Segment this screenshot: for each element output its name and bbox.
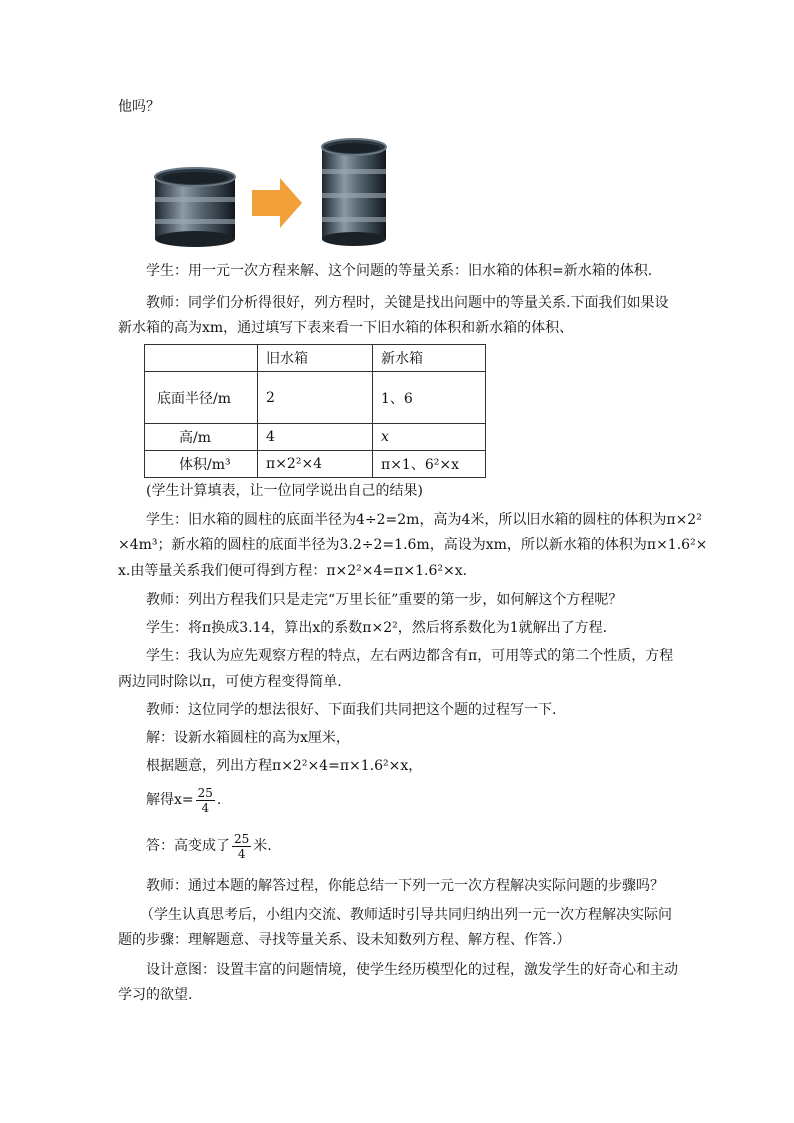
table-caption: (学生计算填表，让一位同学说出自己的结果): [146, 483, 423, 499]
paragraph-1: 学生：用一元一次方程来解、这个问题的等量关系：旧水箱的体积=新水箱的体积.: [146, 263, 653, 279]
table-row: [145, 372, 486, 424]
paragraph-13a: （学生认真思考后，小组内交流、教师适时引导共同归纳出列一元一次方程解决实际问: [140, 907, 672, 923]
paragraph-3a: 学生：旧水箱的圆柱的底面半径为4÷2=2m，高为4米，所以旧水箱的圆柱的体积为π×2²: [146, 512, 702, 528]
paragraph-8: 解：设新水箱圆柱的高为x厘米，: [146, 730, 350, 746]
table-header-cell: 旧水箱: [258, 345, 373, 372]
paragraph-3c: x.由等量关系我们便可得到方程：π×2²×4=π×1.6²×x.: [118, 563, 468, 579]
paragraph-4: 教师：列出方程我们只是走完“万里长征”重要的第一步，如何解这个方程呢？: [146, 592, 623, 608]
paragraph-14a: 设计意图：设置丰富的问题情境，使学生经历模型化的过程，激发学生的好奇心和主动: [146, 962, 678, 978]
solution-prefix: 解得x=: [146, 792, 194, 808]
paragraph-14b: 学习的欲望.: [118, 987, 193, 1003]
table-cell: 2: [258, 372, 373, 424]
table-header-cell: [145, 345, 258, 372]
table-cell: 底面半径/m: [145, 372, 258, 424]
answer-line: [146, 829, 272, 863]
table-cell: 1、6: [373, 372, 486, 424]
top-line: 他吗？: [118, 99, 160, 115]
paragraph-9: 根据题意，列出方程π×2²×4=π×1.6²×x，: [146, 758, 423, 774]
barrel-illustration: [150, 135, 390, 250]
fraction-25-4-answer: $\frac{25}{4}$: [234, 831, 250, 861]
table-cell: 高/m: [145, 424, 258, 451]
paragraph-13b: 题的步骤：理解题意、寻找等量关系、设未知数列方程、解方程、作答.）: [118, 932, 571, 948]
right-arrow-icon: [252, 178, 302, 228]
paragraph-6b: 两边同时除以π，可使方程变得简单.: [118, 674, 342, 690]
volume-table: [144, 344, 486, 478]
answer-suffix: 米.: [253, 838, 272, 854]
new-barrel-icon: [322, 139, 386, 246]
paragraph-12: 教师：通过本题的解答过程，你能总结一下列一元一次方程解决实际问题的步骤吗？: [146, 878, 664, 894]
table-row: [145, 424, 486, 451]
table-cell: 4: [258, 424, 373, 451]
barrel-figure: [150, 135, 390, 250]
answer-prefix: 答：高变成了: [146, 838, 230, 854]
solution-line: [146, 783, 221, 817]
table-row: [145, 451, 486, 478]
solution-suffix: .: [216, 792, 222, 808]
old-barrel-icon: [155, 168, 235, 247]
paragraph-6a: 学生：我认为应先观察方程的特点，左右两边都含有π，可用等式的第二个性质，方程: [146, 648, 674, 664]
table-cell: π×2²×4: [258, 451, 373, 478]
table-header-row: [145, 345, 486, 372]
fraction-25-4: $\frac{25}{4}$: [197, 785, 213, 815]
paragraph-3b: ×4m³；新水箱的圆柱的底面半径为3.2÷2=1.6m，高设为xm，所以新水箱的体积为π×1.6²×: [118, 537, 708, 553]
paragraph-2b: 新水箱的高为xm，通过填写下表来看一下旧水箱的体积和新水箱的体积、: [118, 320, 574, 336]
table-header-cell: 新水箱: [373, 345, 486, 372]
paragraph-2a: 教师：同学们分析得很好，列方程时，关键是找出问题中的等量关系.下面我们如果设: [146, 295, 669, 311]
table-cell: 体积/m³: [145, 451, 258, 478]
paragraph-5: 学生：将π换成3.14，算出x的系数π×2²，然后将系数化为1就解出了方程.: [146, 620, 608, 636]
table-cell: x: [373, 424, 486, 451]
table-cell: π×1、6²×x: [373, 451, 486, 478]
paragraph-7: 教师：这位同学的想法很好、下面我们共同把这个题的过程写一下.: [146, 702, 557, 718]
